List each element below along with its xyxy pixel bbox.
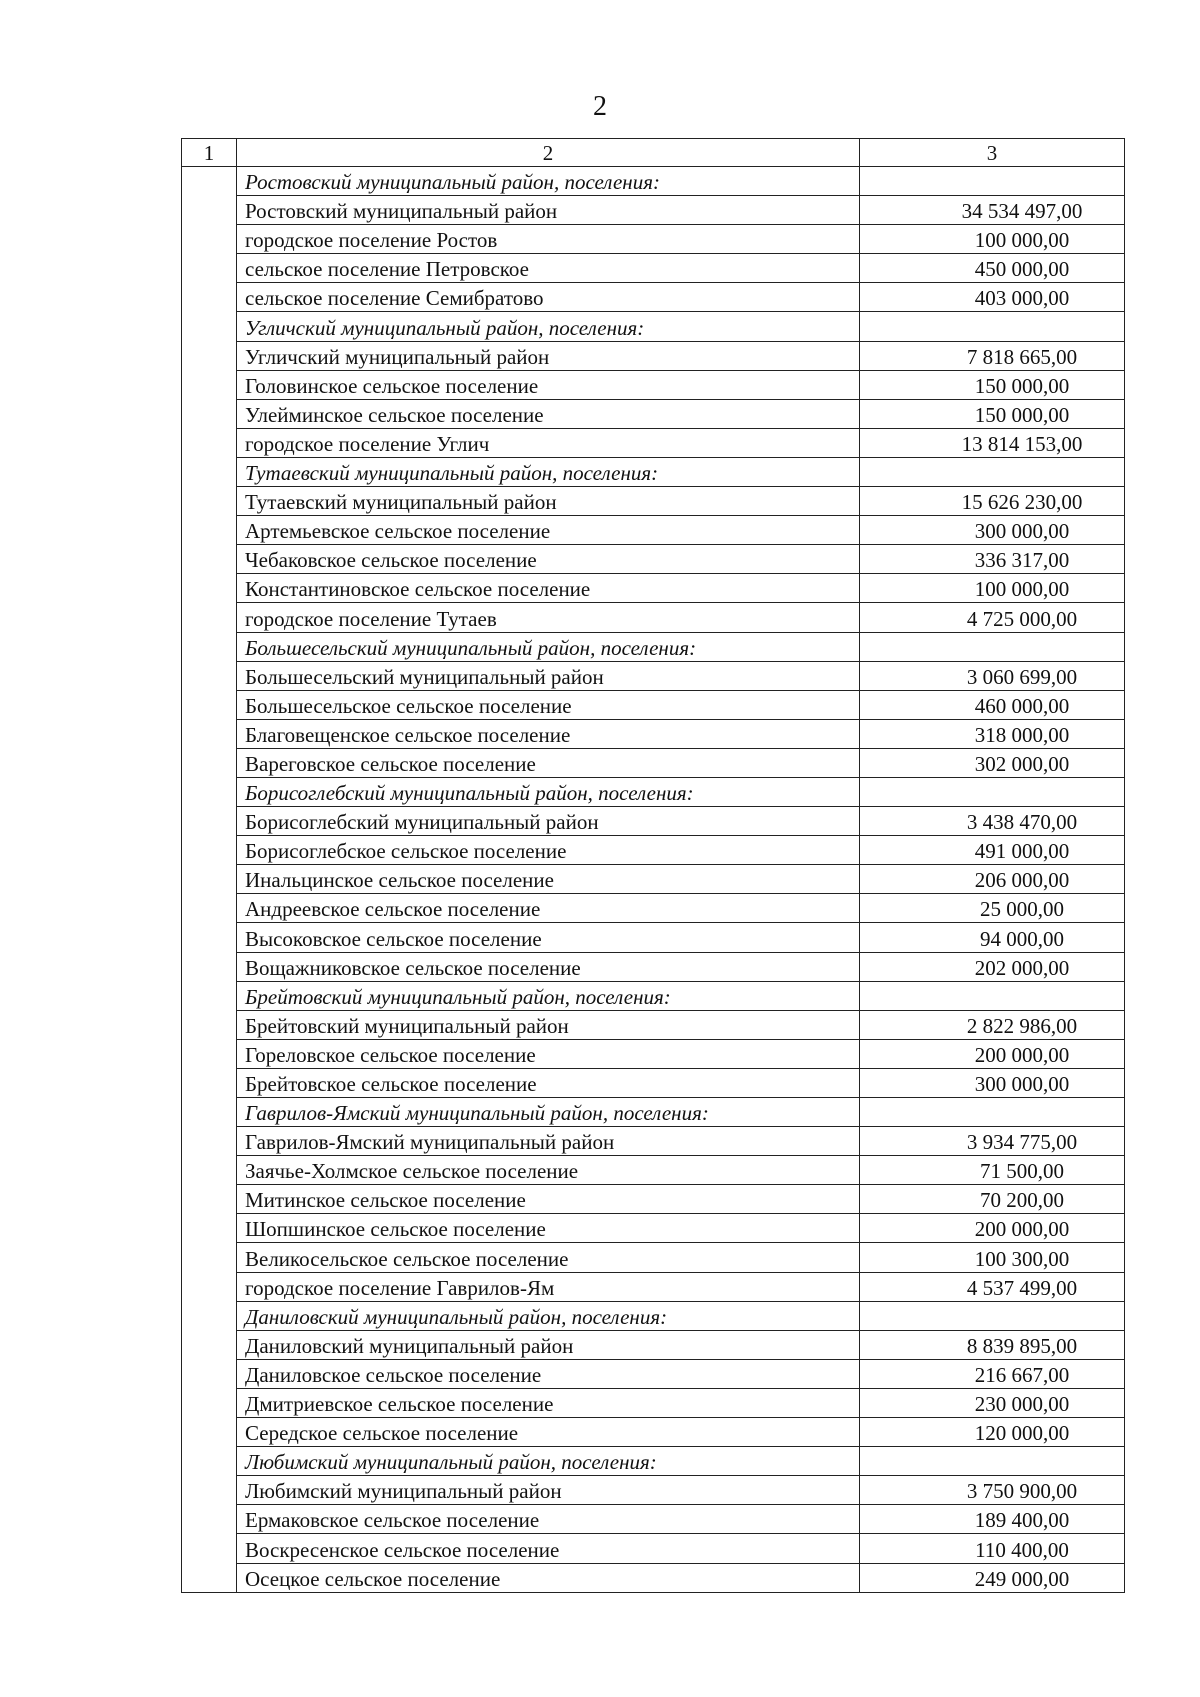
settlement-name: Митинское сельское поселение (237, 1185, 860, 1214)
amount-cell: 100 300,00 (860, 1243, 1125, 1272)
table-row (182, 428, 1125, 457)
amount-cell: 3 060 699,00 (860, 661, 1125, 690)
table-row (182, 1039, 1125, 1068)
amount-cell: 4 725 000,00 (860, 603, 1125, 632)
table-row (182, 487, 1125, 516)
table-row (182, 196, 1125, 225)
table-row (182, 836, 1125, 865)
settlement-name: Заячье-Холмское сельское поселение (237, 1156, 860, 1185)
settlement-name: Тутаевский муниципальный район (237, 487, 860, 516)
amount-cell (860, 1447, 1125, 1476)
district-heading-row (182, 981, 1125, 1010)
column-number-1: 1 (182, 139, 237, 167)
table-row (182, 545, 1125, 574)
district-heading: Большесельский муниципальный район, поселения: (237, 632, 860, 661)
amount-cell: 206 000,00 (860, 865, 1125, 894)
amount-cell: 202 000,00 (860, 952, 1125, 981)
settlement-name: городское поселение Ростов (237, 225, 860, 254)
table-row (182, 399, 1125, 428)
table-row (182, 1156, 1125, 1185)
table-row (182, 1563, 1125, 1592)
table-row (182, 1068, 1125, 1097)
district-heading-row (182, 1447, 1125, 1476)
district-heading-row (182, 1301, 1125, 1330)
table-row (182, 1388, 1125, 1417)
table-row (182, 574, 1125, 603)
settlement-name: Великосельское сельское поселение (237, 1243, 860, 1272)
district-heading: Гаврилов-Ямский муниципальный район, поселения: (237, 1098, 860, 1127)
amount-cell: 100 000,00 (860, 574, 1125, 603)
amount-cell: 216 667,00 (860, 1359, 1125, 1388)
table-row (182, 807, 1125, 836)
amount-cell: 403 000,00 (860, 283, 1125, 312)
amount-cell: 7 818 665,00 (860, 341, 1125, 370)
amount-cell: 34 534 497,00 (860, 196, 1125, 225)
amount-cell: 8 839 895,00 (860, 1330, 1125, 1359)
amount-cell: 100 000,00 (860, 225, 1125, 254)
page-number: 2 (593, 91, 607, 122)
amount-cell (860, 1098, 1125, 1127)
table-row (182, 661, 1125, 690)
amount-cell: 460 000,00 (860, 690, 1125, 719)
settlement-name: Константиновское сельское поселение (237, 574, 860, 603)
settlement-name: Борисоглебский муниципальный район (237, 807, 860, 836)
table-row (182, 1359, 1125, 1388)
blank-column-1 (182, 167, 237, 1593)
table-row (182, 603, 1125, 632)
amount-cell: 71 500,00 (860, 1156, 1125, 1185)
amount-cell: 3 934 775,00 (860, 1127, 1125, 1156)
settlement-name: Высоковское сельское поселение (237, 923, 860, 952)
amount-cell: 3 750 900,00 (860, 1476, 1125, 1505)
amount-cell: 249 000,00 (860, 1563, 1125, 1592)
settlement-name: Любимский муниципальный район (237, 1476, 860, 1505)
table-row (182, 865, 1125, 894)
amount-cell (860, 167, 1125, 196)
settlement-name: Инальцинское сельское поселение (237, 865, 860, 894)
table-row (182, 719, 1125, 748)
district-heading-row (182, 312, 1125, 341)
settlement-name: Артемьевское сельское поселение (237, 516, 860, 545)
settlement-name: городское поселение Гаврилов-Ям (237, 1272, 860, 1301)
settlement-name: Головинское сельское поселение (237, 370, 860, 399)
settlement-name: Большесельский муниципальный район (237, 661, 860, 690)
amount-cell (860, 1301, 1125, 1330)
table-row (182, 894, 1125, 923)
district-heading: Борисоглебский муниципальный район, поселения: (237, 777, 860, 806)
settlement-name: Угличский муниципальный район (237, 341, 860, 370)
settlement-name: Брейтовский муниципальный район (237, 1010, 860, 1039)
amount-cell: 200 000,00 (860, 1039, 1125, 1068)
table-row (182, 341, 1125, 370)
settlement-name: Андреевское сельское поселение (237, 894, 860, 923)
settlement-name: Большесельское сельское поселение (237, 690, 860, 719)
settlement-name: Даниловское сельское поселение (237, 1359, 860, 1388)
district-heading: Брейтовский муниципальный район, поселения: (237, 981, 860, 1010)
settlement-name: Дмитриевское сельское поселение (237, 1388, 860, 1417)
settlement-name: Благовещенское сельское поселение (237, 719, 860, 748)
amount-cell: 120 000,00 (860, 1418, 1125, 1447)
settlement-name: Вощажниковское сельское поселение (237, 952, 860, 981)
table-row (182, 254, 1125, 283)
table-row (182, 370, 1125, 399)
table-row (182, 923, 1125, 952)
amount-cell: 110 400,00 (860, 1534, 1125, 1563)
table-row (182, 516, 1125, 545)
settlement-name: Гореловское сельское поселение (237, 1039, 860, 1068)
table-row (182, 225, 1125, 254)
settlement-name: Середское сельское поселение (237, 1418, 860, 1447)
amount-cell: 336 317,00 (860, 545, 1125, 574)
table-row (182, 952, 1125, 981)
amount-cell: 4 537 499,00 (860, 1272, 1125, 1301)
amount-cell: 15 626 230,00 (860, 487, 1125, 516)
amount-cell (860, 312, 1125, 341)
table-row (182, 1534, 1125, 1563)
district-heading: Угличский муниципальный район, поселения: (237, 312, 860, 341)
amount-cell: 200 000,00 (860, 1214, 1125, 1243)
table-row (182, 690, 1125, 719)
district-heading: Тутаевский муниципальный район, поселения: (237, 457, 860, 486)
amount-cell (860, 457, 1125, 486)
amount-cell: 491 000,00 (860, 836, 1125, 865)
settlement-name: Улейминское сельское поселение (237, 399, 860, 428)
district-heading: Любимский муниципальный район, поселения: (237, 1447, 860, 1476)
settlement-name: городское поселение Тутаев (237, 603, 860, 632)
table-row (182, 1243, 1125, 1272)
district-heading: Ростовский муниципальный район, поселения: (237, 167, 860, 196)
table-row (182, 1214, 1125, 1243)
settlement-name: Гаврилов-Ямский муниципальный район (237, 1127, 860, 1156)
district-heading: Даниловский муниципальный район, поселения: (237, 1301, 860, 1330)
settlement-name: Даниловский муниципальный район (237, 1330, 860, 1359)
settlement-name: Чебаковское сельское поселение (237, 545, 860, 574)
table-row (182, 1127, 1125, 1156)
table-row (182, 1476, 1125, 1505)
settlement-name: Осецкое сельское поселение (237, 1563, 860, 1592)
amount-cell: 94 000,00 (860, 923, 1125, 952)
table-row (182, 1185, 1125, 1214)
table-row (182, 1418, 1125, 1447)
settlement-name: сельское поселение Семибратово (237, 283, 860, 312)
amount-cell: 230 000,00 (860, 1388, 1125, 1417)
table-row (182, 283, 1125, 312)
district-heading-row (182, 632, 1125, 661)
allocation-table (181, 138, 1125, 1593)
table-row (182, 1505, 1125, 1534)
amount-cell (860, 981, 1125, 1010)
amount-cell: 318 000,00 (860, 719, 1125, 748)
settlement-name: Борисоглебское сельское поселение (237, 836, 860, 865)
settlement-name: Вареговское сельское поселение (237, 748, 860, 777)
settlement-name: Брейтовское сельское поселение (237, 1068, 860, 1097)
amount-cell: 150 000,00 (860, 399, 1125, 428)
amount-cell: 70 200,00 (860, 1185, 1125, 1214)
amount-cell: 13 814 153,00 (860, 428, 1125, 457)
amount-cell (860, 632, 1125, 661)
settlement-name: Ермаковское сельское поселение (237, 1505, 860, 1534)
amount-cell (860, 777, 1125, 806)
column-number-header-row (182, 139, 1125, 167)
amount-cell: 2 822 986,00 (860, 1010, 1125, 1039)
amount-cell: 450 000,00 (860, 254, 1125, 283)
amount-cell: 150 000,00 (860, 370, 1125, 399)
table-row (182, 1010, 1125, 1039)
amount-cell: 3 438 470,00 (860, 807, 1125, 836)
amount-cell: 300 000,00 (860, 1068, 1125, 1097)
amount-cell: 189 400,00 (860, 1505, 1125, 1534)
table-row (182, 1330, 1125, 1359)
column-number-2: 2 (237, 139, 860, 167)
district-heading-row (182, 167, 1125, 196)
district-heading-row (182, 457, 1125, 486)
column-number-3: 3 (860, 139, 1125, 167)
table-row (182, 1272, 1125, 1301)
district-heading-row (182, 777, 1125, 806)
district-heading-row (182, 1098, 1125, 1127)
settlement-name: Шопшинское сельское поселение (237, 1214, 860, 1243)
amount-cell: 300 000,00 (860, 516, 1125, 545)
table-row (182, 748, 1125, 777)
amount-cell: 302 000,00 (860, 748, 1125, 777)
settlement-name: Ростовский муниципальный район (237, 196, 860, 225)
settlement-name: Воскресенское сельское поселение (237, 1534, 860, 1563)
settlement-name: городское поселение Углич (237, 428, 860, 457)
settlement-name: сельское поселение Петровское (237, 254, 860, 283)
amount-cell: 25 000,00 (860, 894, 1125, 923)
